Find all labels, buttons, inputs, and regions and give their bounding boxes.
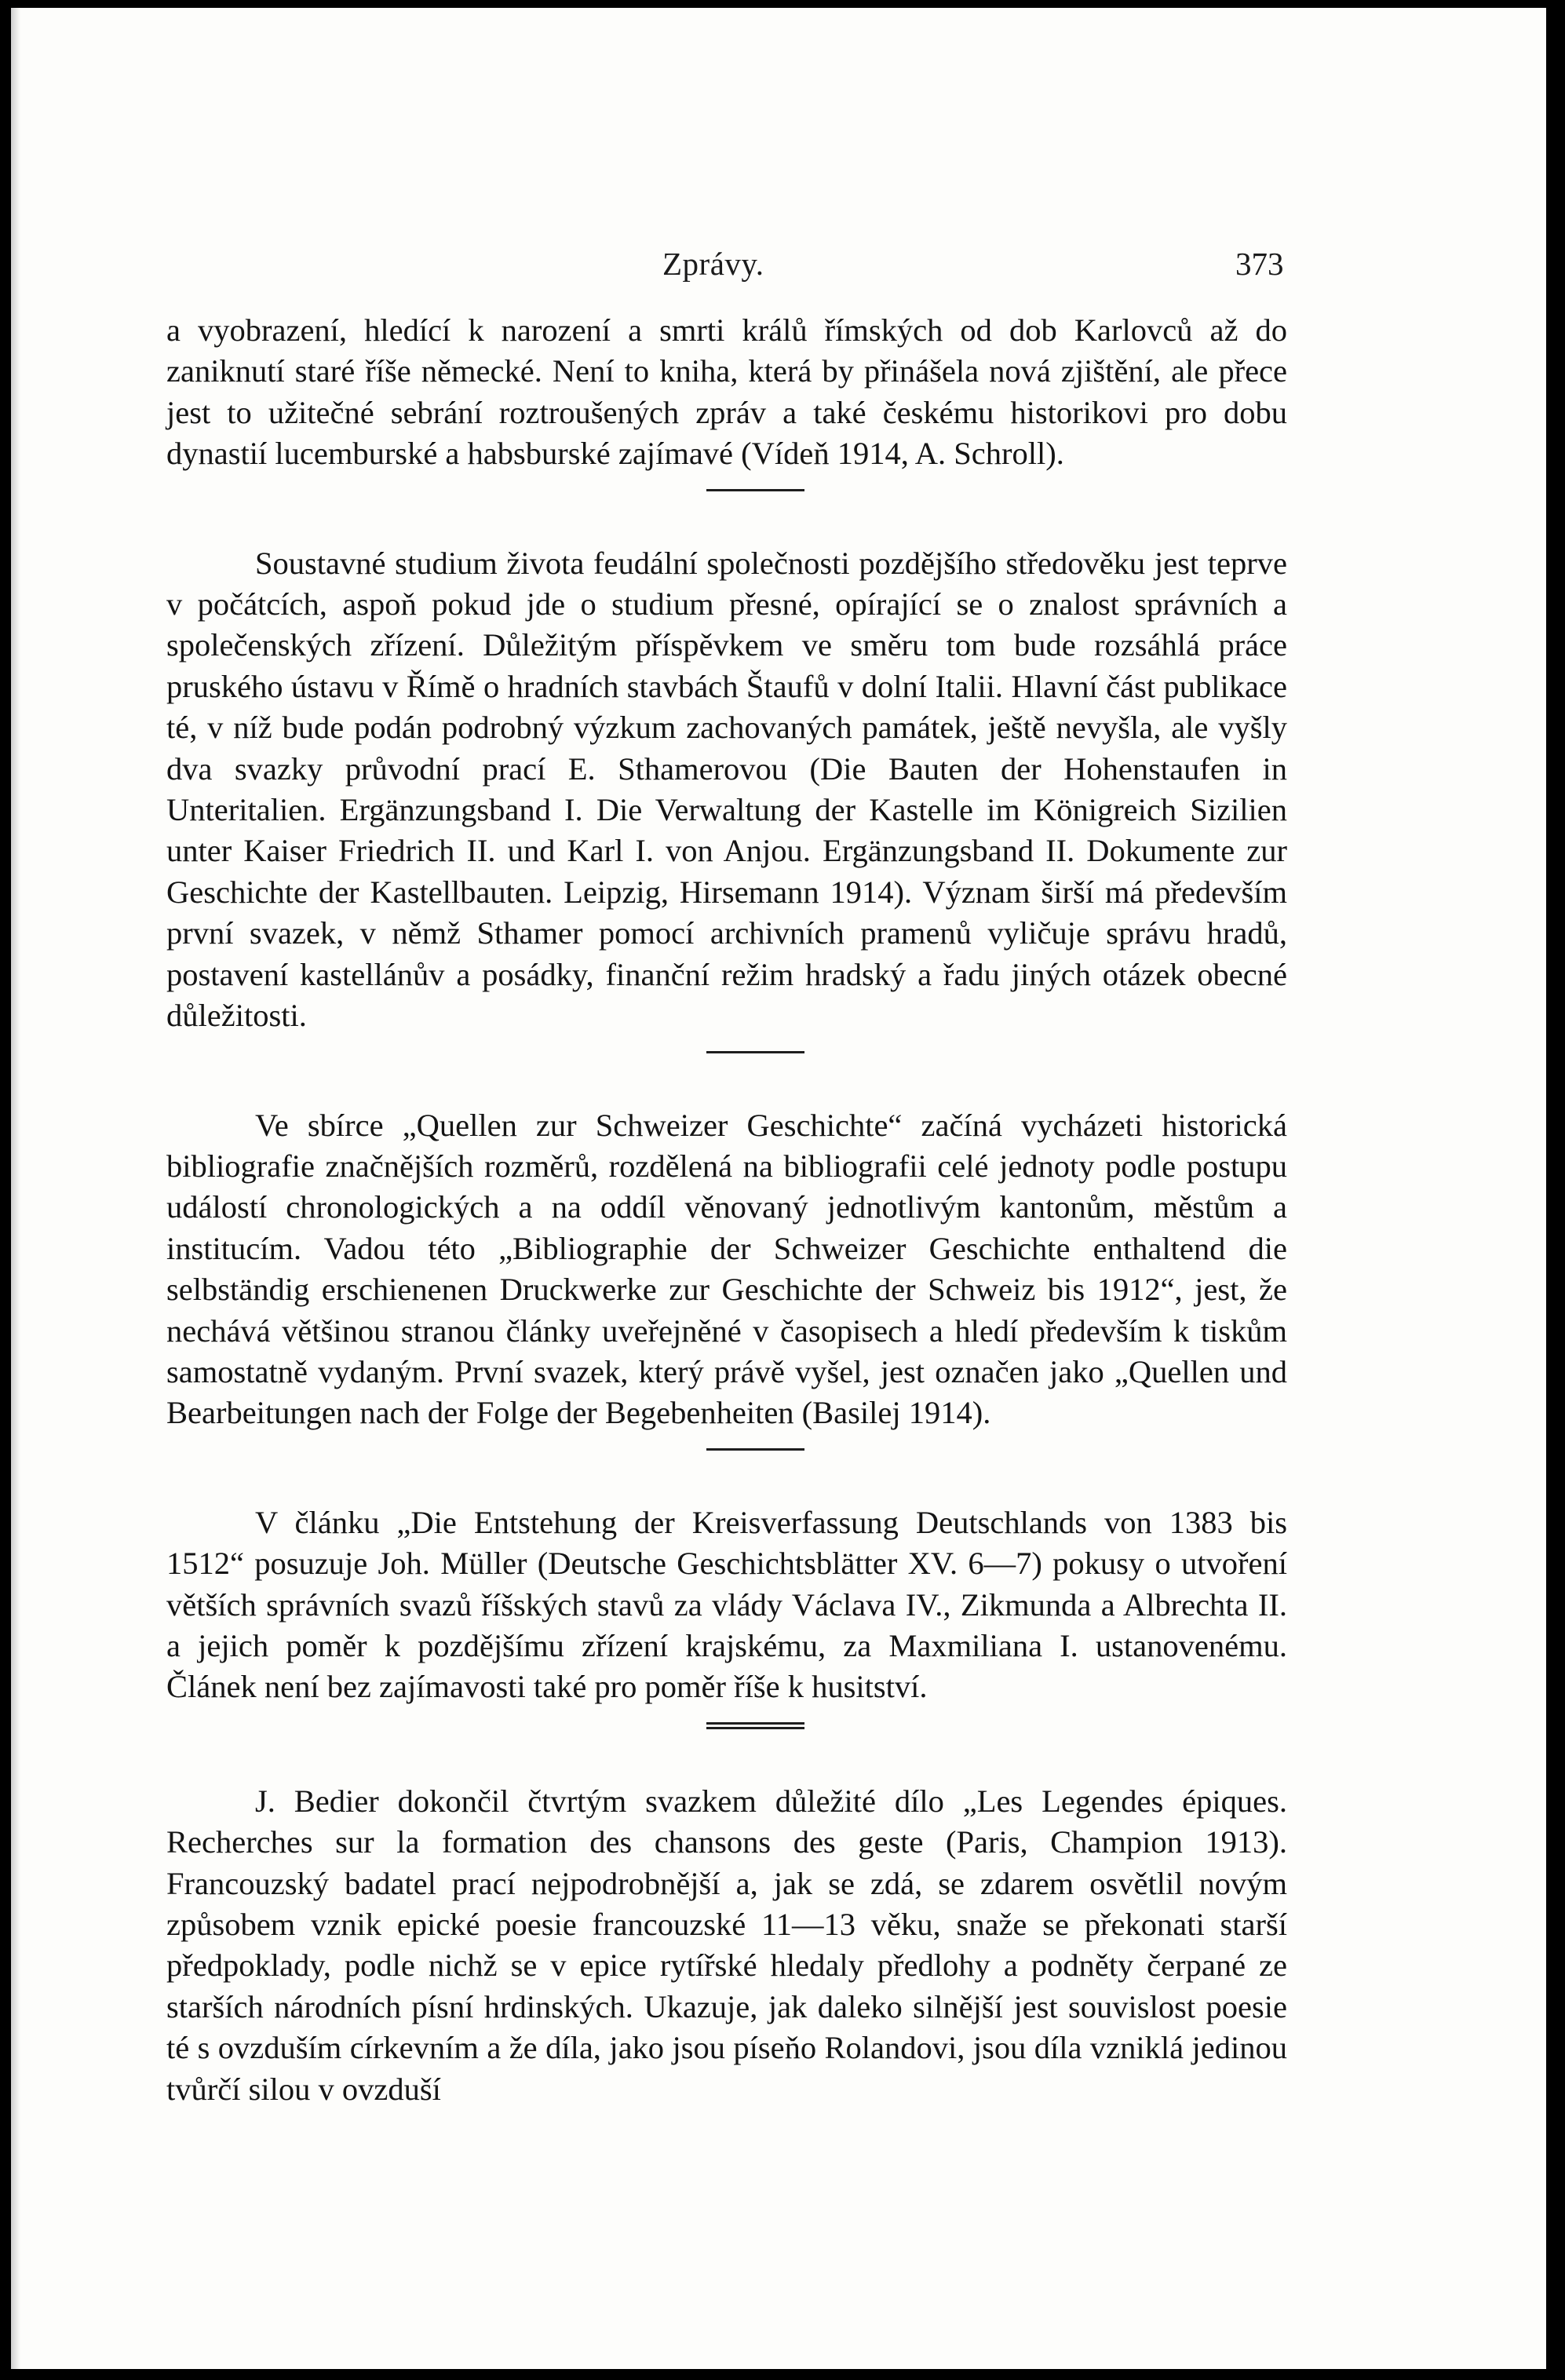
page-header <box>11 245 1546 292</box>
section-divider <box>706 489 804 491</box>
paragraph-schweizer-bibliographie: Ve sbírce „Quellen zur Schweizer Geschichte“ začíná vycházeti historická bibliografie značnějších rozměrů, rozdělená na bibliografii celé jednoty podle postupu událostí chronologických a na oddíl věnovaný jednotlivým kantonům, městům a institucím. Vadou této „Bibliographie der Schweizer Geschichte enthaltend die selbständig erschienenen Druckwerke zur Geschichte der Schweiz bis 1912“, jest, že nechává většinou stranou články uveřejněné v časopisech a hledí především k tiskům samostatně vydaným. První svazek, který právě vyšel, jest označen jako „Quellen und Bearbeitungen nach der Folge der Begebenheiten (Basilej 1914). <box>166 1107 1287 1431</box>
section-divider <box>706 1051 804 1053</box>
page-edge-shadow <box>11 8 20 2369</box>
page-number: 373 <box>1235 246 1284 282</box>
paragraph-kreisverfassung: V článku „Die Entstehung der Kreisverfassung Deutschlands von 1383 bis 1512“ posuzuje Joh. Müller (Deutsche Geschichtsblätter XV. 6—7) pokusy o utvoření větších správních svazů říšských stavů za vlády Václava IV., Zikmunda a Albrechta II. a jejich poměr k pozdějšímu zřízení krajskému, za Maxmiliana I. ustanovenému. Článek není bez zajímavosti také pro poměr říše k husitství. <box>166 1504 1287 1705</box>
paragraph-bedier: J. Bedier dokončil čtvrtým svazkem důležité dílo „Les Legendes épiques. Recherches sur la formation des chansons des geste (Paris, Champion 1913). Francouzský badatel prací nejpodrobnější a, jak se zdá, se zdarem osvětlil novým způsobem vznik epické poesie francouzské 11—13 věku, snaže se překonati starší předpoklady, podle nichž se v epice rytířské hledaly předlohy a podněty čerpané ze starších národních písní hrdinských. Ukazuje, jak daleko silnější jest souvislost poesie té s ovzduším církevním a že díla, jako jsou píseňo Rolandovi, jsou díla vzniklá jedinou tvůrčí silou v ovzduší <box>166 1783 1287 2107</box>
paragraph-vienna-schroll: a vyobrazení, hledící k narození a smrti králů římských od dob Karlovců až do zaniknutí staré říše německé. Není to kniha, která by přinášela nová zjištění, ale přece jest to užitečné sebrání roztroušených zpráv a také českému historikovi pro dobu dynastií lucemburské a habsburské zajímavé (Vídeň 1914, A. Schroll). <box>166 312 1287 472</box>
section-divider <box>706 1448 804 1451</box>
book-page <box>11 8 1546 2369</box>
running-head: Zprávy. <box>662 246 764 282</box>
page-body <box>166 310 1287 2110</box>
section-divider-double <box>706 1722 804 1729</box>
paragraph-sthamer: Soustavné studium života feudální společnosti pozdějšího středověku jest teprve v počátcích, aspoň pokud jde o studium přesné, opírající se o znalost správních a společenských zřízení. Důležitým příspěvkem ve směru tom bude rozsáhlá práce pruského ústavu v Římě o hradních stavbách Štaufů v dolní Italii. Hlavní část publikace té, v níž bude podán podrobný výzkum zachovaných památek, ještě nevyšla, ale vyšly dva svazky průvodní prací E. Sthamerovou (Die Bauten der Hohenstaufen in Unteritalien. Ergänzungsband I. Die Verwaltung der Kastelle im Königreich Sizilien unter Kaiser Friedrich II. und Karl I. von Anjou. Ergänzungsband II. Dokumente zur Geschichte der Kastellbauten. Leipzig, Hirsemann 1914). Význam širší má především první svazek, v němž Sthamer pomocí archivních pramenů vyličuje správu hradů, postavení kastellánův a posádky, finanční režim hradský a řadu jiných otázek obecné důležitosti. <box>166 545 1287 1034</box>
